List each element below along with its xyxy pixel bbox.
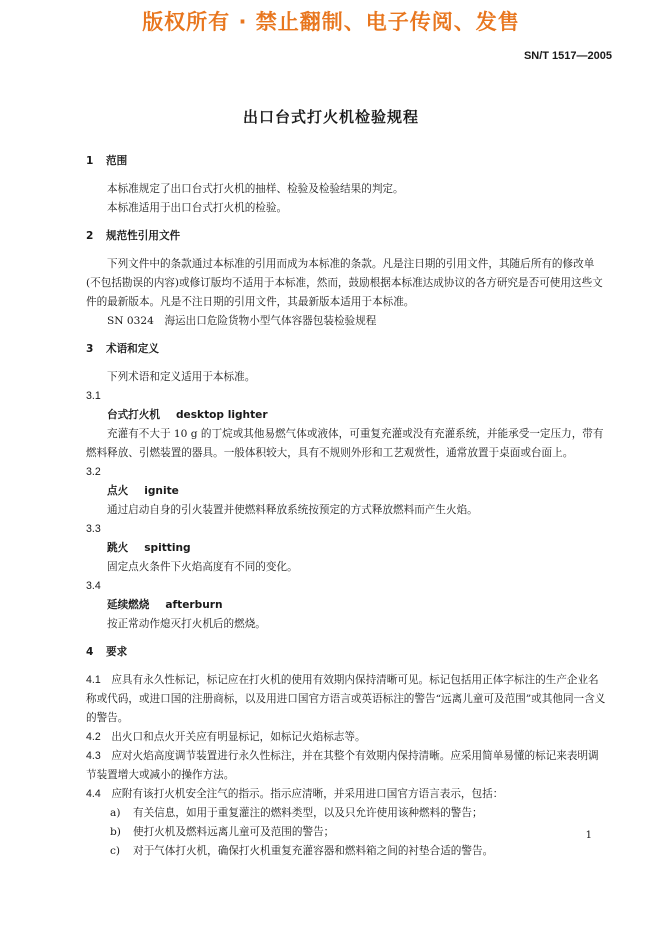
section-title: 要求 — [106, 646, 128, 658]
paragraph: 本标准规定了出口台式打火机的抽样、检验及检验结果的判定。 — [107, 183, 404, 195]
clause-text: 应具有永久性标记，标记应在打火机的使用有效期内保持清晰可见。标记包括用正体字标注的生产企业名称或代码，或进口国的注册商标，以及用进口国官方语言或英语标注的警告“远离儿童可及范围”或其他同一含义的警告。 — [86, 674, 606, 724]
section-number: 1 — [86, 155, 94, 167]
clause-number: 4.3 — [86, 750, 101, 762]
list-text: 有关信息，如用于重复灌注的燃料类型，以及只允许使用该种燃料的警告； — [133, 807, 483, 819]
clause-number: 4.4 — [86, 788, 101, 800]
term-name — [86, 406, 606, 425]
requirement-clause — [86, 728, 606, 747]
section-heading — [86, 227, 606, 246]
requirement-clause — [86, 747, 606, 785]
requirement-clause — [86, 785, 606, 804]
term-definition: 按正常动作熄灭打火机后的燃烧。 — [107, 618, 266, 630]
clause-text: 应对火焰高度调节装置进行永久性标注，并在其整个有效期内保持清晰。应采用简单易懂的标记来表明调节装置增大或减小的操作方法。 — [86, 750, 599, 781]
term-en: spitting — [144, 542, 191, 554]
list-text: 使打火机及燃料远离儿童可及范围的警告； — [133, 826, 335, 838]
clause-text: 应附有该打火机安全注气的指示。指示应清晰，并采用进口国官方语言表示，包括： — [111, 788, 504, 800]
term-en: afterburn — [165, 599, 223, 611]
section-number: 2 — [86, 230, 94, 242]
term-en: ignite — [144, 485, 179, 497]
term-definition: 通过启动自身的引火装置并使燃料释放系统按预定的方式释放燃料而产生火焰。 — [107, 504, 478, 516]
section-number: 3 — [86, 343, 94, 355]
section-heading — [86, 643, 606, 662]
list-label: a) — [110, 807, 121, 819]
term-name — [86, 596, 606, 615]
term-name — [86, 539, 606, 558]
document-title: 出口台式打火机检验规程 — [242, 108, 419, 126]
term-name — [86, 482, 606, 501]
list-text: 对于气体打火机，确保打火机重复充灌容器和燃料箱之间的衬垫合适的警告。 — [133, 845, 494, 857]
paragraph: 下列术语和定义适用于本标准。 — [107, 371, 256, 383]
list-item — [86, 842, 606, 861]
term-zh: 台式打火机 — [107, 409, 160, 421]
list-label: c) — [110, 845, 121, 857]
list-item — [86, 804, 606, 823]
page-number: 1 — [585, 830, 592, 841]
list-label: b) — [110, 826, 121, 838]
paragraph: 本标准适用于出口台式打火机的检验。 — [107, 202, 288, 214]
clause-number: 4.2 — [86, 731, 101, 743]
section-heading — [86, 340, 606, 359]
section-heading — [86, 152, 606, 171]
term-number: 3.4 — [86, 580, 101, 592]
document-body — [86, 152, 606, 861]
term-definition: 固定点火条件下火焰高度有不同的变化。 — [107, 561, 298, 573]
section-title: 术语和定义 — [106, 343, 159, 355]
standard-number: SN/T 1517—2005 — [523, 50, 612, 62]
term-number: 3.3 — [86, 523, 101, 535]
term-definition: 充灌有不大于 10 g 的丁烷或其他易燃气体或液体，可重复充灌或没有充灌系统，并能承受一定压力，带有燃料释放、引燃装置的器具。一般体积较大，具有不规则外形和工艺观赏性，通常放置于桌面或台面上。 — [86, 428, 604, 459]
normative-reference: SN 0324 海运出口危险货物小型气体容器包装检验规程 — [107, 315, 377, 327]
term-number: 3.1 — [86, 390, 101, 402]
term-zh: 延续燃烧 — [107, 599, 150, 611]
term-en: desktop lighter — [175, 409, 268, 421]
clause-text: 出火口和点火开关应有明显标记，如标记火焰标志等。 — [111, 731, 366, 743]
section-number: 4 — [86, 646, 94, 658]
clause-number: 4.1 — [86, 674, 101, 686]
term-zh: 跳火 — [107, 542, 129, 554]
requirement-clause — [86, 671, 606, 728]
list-item — [86, 823, 606, 842]
paragraph: 下列文件中的条款通过本标准的引用而成为本标准的条款。凡是注日期的引用文件，其随后所有的修改单(不包括勘误的内容)或修订版均不适用于本标准，然而，鼓励根据本标准达成协议的各方研究是否可使用这些文件的最新版本。凡是不注日期的引用文件，其最新版本适用于本标准。 — [86, 258, 603, 308]
section-title: 范围 — [106, 155, 128, 167]
copyright-watermark: 版权所有 · 禁止翻制、电子传阅、发售 — [142, 10, 520, 34]
section-title: 规范性引用文件 — [106, 230, 181, 242]
term-number: 3.2 — [86, 466, 101, 478]
term-zh: 点火 — [107, 485, 129, 497]
